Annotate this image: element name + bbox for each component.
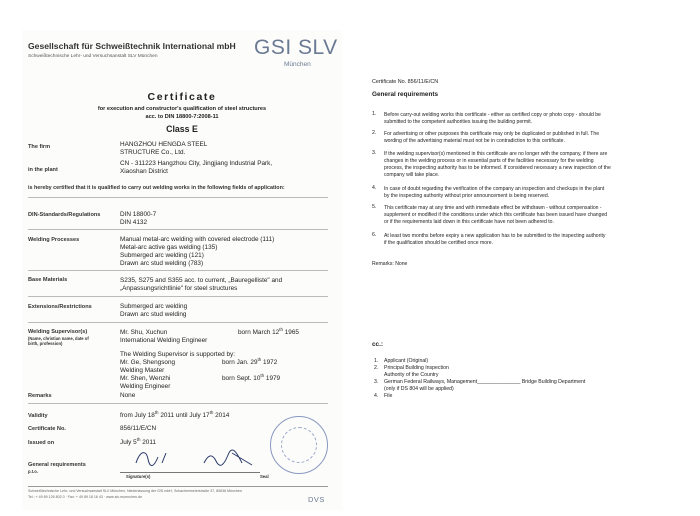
supervisor-sublabel: (Name, christian name, date of bbox=[28, 336, 89, 341]
requirement-line: by the inspecting authority without prior announcement is being reserved. bbox=[384, 193, 550, 199]
certificate-page bbox=[22, 30, 342, 510]
base-materials-label: Base Materials bbox=[28, 277, 68, 283]
requirement-number: 5. bbox=[372, 204, 377, 210]
base-materials-line2: „Anpassungsrichtlinie" for steel structures bbox=[120, 285, 238, 292]
plant-label: in the plant bbox=[28, 167, 58, 173]
cc-label: cc.: bbox=[372, 341, 384, 348]
cc-number: 3. bbox=[374, 379, 379, 385]
footer-divider bbox=[28, 486, 328, 487]
requirement-line: company will take place. bbox=[384, 172, 440, 178]
requirement-number: 1. bbox=[372, 111, 377, 117]
cc-line: Authority of the Country bbox=[384, 372, 439, 378]
cert-no-value: 856/11/E/CN bbox=[120, 425, 157, 432]
base-materials-line1: S235, S275 and S355 acc. to current, „Bauregelliste" and bbox=[120, 277, 283, 284]
requirement-number: 2. bbox=[372, 130, 377, 136]
support1-profession: Welding Master bbox=[120, 367, 165, 374]
requirement-line: For advertising or other purposes this certificate may only be duplicated or published in full. The bbox=[384, 131, 600, 137]
support1-name: Mr. Ge, Shengsong bbox=[120, 359, 176, 366]
org-name: Gesellschaft für Schweißtechnik International mbH bbox=[28, 41, 236, 51]
divider bbox=[28, 403, 328, 404]
seal-stamp-inner bbox=[281, 427, 317, 463]
processes-label: Welding Processes bbox=[28, 237, 80, 243]
requirement-line: At least two months before expiry a new application has to be submitted to the inspecting authority bbox=[384, 233, 606, 239]
divider bbox=[28, 197, 328, 198]
cc-number: 4. bbox=[374, 393, 379, 399]
supported-by-text: The Welding Supervisor is supported by: bbox=[120, 351, 235, 358]
remarks-label: Remarks bbox=[28, 393, 52, 399]
support1-birth: born Jan. 29th 1972 bbox=[222, 356, 278, 366]
remarks-none: Remarks: None bbox=[372, 261, 408, 267]
validity-value: from July 18th 2011 until July 17th 2014 bbox=[120, 409, 230, 419]
logo-city: München bbox=[284, 61, 311, 68]
certificate-class: Class E bbox=[166, 124, 198, 134]
cc-line: (only if DS 804 will be applied) bbox=[384, 386, 454, 392]
requirement-number: 6. bbox=[372, 232, 377, 238]
certificate-title: Certificate bbox=[147, 91, 217, 103]
gsi-slv-logo: GSI SLV bbox=[254, 36, 338, 59]
process-item: Submerged arc welding (121) bbox=[120, 252, 204, 259]
validity-label: Validity bbox=[28, 413, 48, 419]
signature-scribble bbox=[132, 445, 272, 471]
requirement-line: wording of the advertising material must not be in contradiction to this certificate. bbox=[384, 138, 565, 144]
process-item: Manual metal-arc welding with covered electrode (111) bbox=[120, 236, 275, 243]
right-cert-no: Certificate No. 856/11/E/CN bbox=[372, 79, 439, 85]
cc-number: 2. bbox=[374, 365, 379, 371]
supervisor-birth: born March 12th 1965 bbox=[238, 326, 299, 336]
requirement-line: This certificate may at any time and with immediate effect be withdrawn - without compensation - bbox=[384, 205, 602, 211]
signature-label: Signature(s) bbox=[126, 474, 151, 479]
cc-number: 1. bbox=[374, 358, 379, 364]
requirement-line: or if the requirements laid down in this certificate have not been adhered to. bbox=[384, 219, 554, 225]
process-item: Drawn arc stud welding (783) bbox=[120, 260, 204, 267]
requirement-line: process, the inspecting authority has to be informed. If considered necessary a new inspection of the bbox=[384, 165, 611, 171]
issued-label: Issued on bbox=[28, 440, 55, 446]
requirement-line: submitted to the competent authorities issuing the building permit. bbox=[384, 119, 533, 125]
cc-line: Principal Building Inspection bbox=[384, 365, 449, 371]
cert-no-label: Certificate No. bbox=[28, 426, 66, 432]
firm-value-line1: HANGZHOU HENGDA STEEL bbox=[120, 141, 208, 148]
footer-address: Schweißtechnische Lehr- und Versuchsanstalt SLV München, Niederlassung der GSI mbH, Schachenmeierstraße 37, 80636 München bbox=[28, 489, 242, 493]
extensions-label: Extensions/Restrictions bbox=[28, 304, 92, 310]
general-requirements-title: General requirements bbox=[372, 91, 439, 98]
remarks-value: None bbox=[120, 392, 136, 399]
firm-value-line2: STRUCTURE Co., Ltd. bbox=[120, 149, 186, 156]
certificate-standard: acc. to DIN 18800-7:2008-11 bbox=[145, 114, 219, 120]
divider bbox=[28, 270, 328, 271]
seal-label: Seal bbox=[260, 474, 269, 479]
plant-value-line2: Xiaoshan District bbox=[120, 168, 168, 175]
requirement-number: 4. bbox=[372, 185, 377, 191]
seal-stamp bbox=[270, 416, 328, 474]
requirement-line: if the qualification should be certified once more. bbox=[384, 240, 494, 246]
support2-name: Mr. Shen, Wenzhi bbox=[120, 375, 171, 382]
support2-profession: Welding Engineer bbox=[120, 383, 171, 390]
cc-line: Applicant (Original) bbox=[384, 358, 429, 364]
din-value-1: DIN 18800-7 bbox=[120, 211, 157, 218]
support2-birth: born Sept. 10th 1979 bbox=[222, 372, 281, 382]
divider bbox=[28, 296, 328, 297]
cc-line: File bbox=[384, 393, 393, 399]
org-subtitle: Schweißtechnische Lehr- und Versuchsanstalt SLV München bbox=[28, 54, 158, 59]
signature-line bbox=[120, 472, 260, 473]
requirement-line: Before carry-out welding works this certificate - either as certified copy or photo copy - should be bbox=[384, 112, 601, 118]
requirement-line: If the welding supervisor(s) mentioned in this certificate are no longer with the company, if there are bbox=[384, 151, 608, 157]
supervisor-label: Welding Supervisor(s) bbox=[28, 329, 88, 335]
issued-value: July 5th 2011 bbox=[120, 436, 156, 446]
requirement-line: In case of doubt regarding the verification of the company an inspection and checkups in the plant bbox=[384, 186, 605, 192]
general-requirements-page bbox=[360, 68, 682, 478]
supervisor-name: Mr. Shu, Xuchun bbox=[120, 329, 168, 336]
extension-item: Submerged arc welding bbox=[120, 303, 188, 310]
requirement-line: supplement or modified if the conditions under which this certificate has been issued have changed bbox=[384, 212, 608, 218]
footer-contact: Tel.: + 49 89 126 802 0 · Fax: + 49 89 18 16 43 · www.slv-muenchen.de bbox=[28, 495, 143, 499]
firm-label: The firm bbox=[28, 144, 51, 150]
process-item: Metal-arc active gas welding (135) bbox=[120, 244, 218, 251]
plant-value-line1: CN - 311223 Hangzhou City, Jingjiang Industrial Park, bbox=[120, 160, 273, 167]
certified-statement: is hereby certified that it is qualified to carry out welding works in the following fields of application: bbox=[28, 185, 285, 191]
extension-item: Drawn arc stud welding bbox=[120, 311, 187, 318]
general-label: General requirements bbox=[28, 462, 86, 468]
supervisor-sublabel: birth, profession) bbox=[28, 341, 63, 346]
requirement-number: 3. bbox=[372, 150, 377, 156]
requirement-line: changes in the welding process or in essential parts of the facilities necessary for the welding bbox=[384, 158, 594, 164]
din-label: DIN-Standards/Regulations bbox=[28, 212, 101, 218]
supervisor-profession: International Welding Engineer bbox=[120, 337, 208, 344]
din-value-2: DIN 4132 bbox=[120, 219, 147, 226]
general-sublabel: p.t.o. bbox=[28, 469, 39, 474]
divider bbox=[28, 322, 328, 323]
divider bbox=[28, 229, 328, 230]
cc-line: German Federal Railways, Management_______________ Bridge Building Department bbox=[384, 379, 586, 385]
dvs-logo: DVS bbox=[308, 495, 325, 504]
certificate-subtitle: for execution and constructor's qualification of steel structures bbox=[97, 106, 267, 112]
